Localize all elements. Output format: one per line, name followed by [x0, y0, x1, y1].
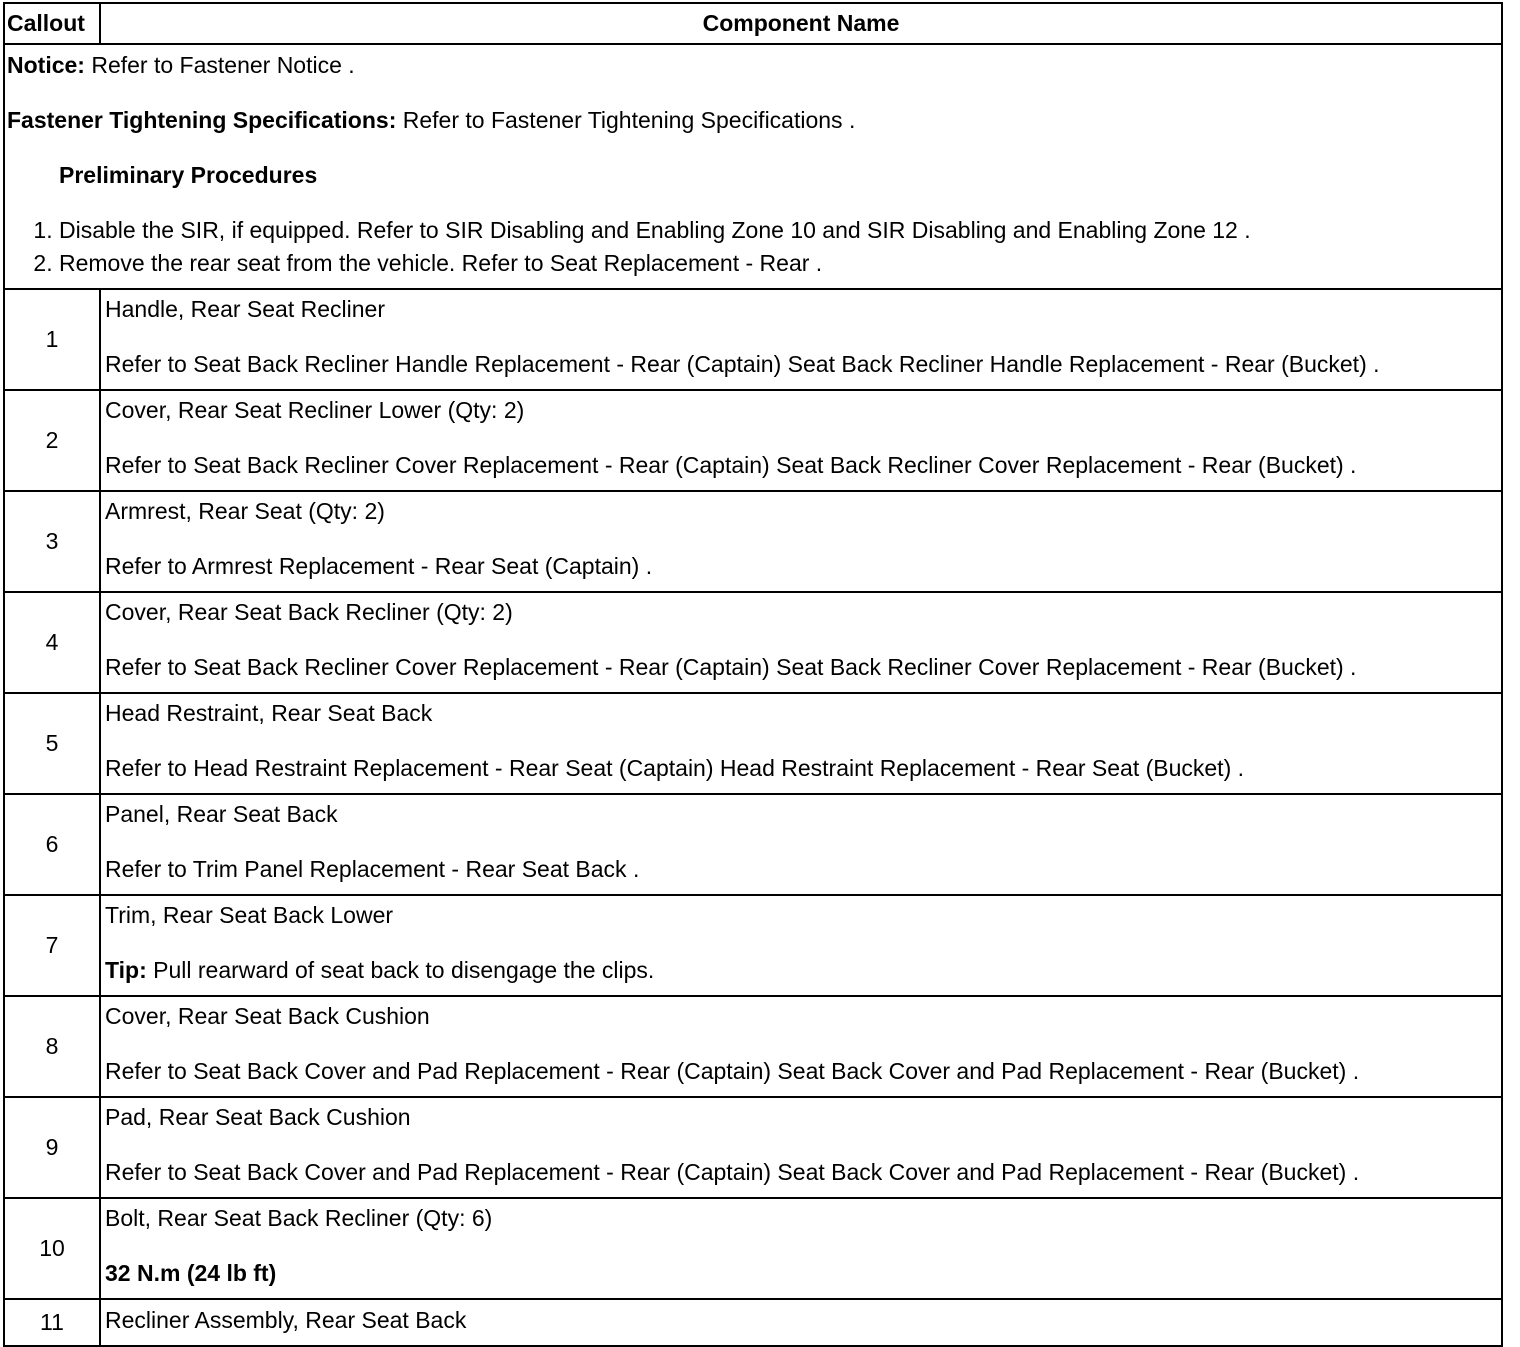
- component-name: Recliner Assembly, Rear Seat Back: [105, 1307, 467, 1333]
- fastener-spec-text: Refer to Fastener Tightening Specifications .: [396, 107, 856, 133]
- table-row: [4, 491, 1502, 592]
- callout-number: 2: [4, 390, 100, 491]
- component-name: Panel, Rear Seat Back: [105, 801, 338, 827]
- callout-number: 5: [4, 693, 100, 794]
- component-cell: [100, 1198, 1502, 1299]
- tip-text: Pull rearward of seat back to disengage the clips.: [146, 957, 655, 983]
- callout-number: 6: [4, 794, 100, 895]
- callout-column-header: Callout: [4, 3, 100, 44]
- table-row: [4, 1097, 1502, 1198]
- table-row: [4, 895, 1502, 996]
- callout-number: 4: [4, 592, 100, 693]
- component-name: Cover, Rear Seat Recliner Lower (Qty: 2): [105, 397, 525, 423]
- table-header-row: [4, 3, 1502, 44]
- component-tip: [105, 957, 1497, 984]
- component-reference: Refer to Seat Back Recliner Cover Replacement - Rear (Captain) Seat Back Recliner Cover Replacement - Rear (Bucket) .: [105, 654, 1357, 680]
- component-name: Trim, Rear Seat Back Lower: [105, 902, 394, 928]
- fastener-spec-line: [7, 107, 1499, 134]
- component-name: Bolt, Rear Seat Back Recliner (Qty: 6): [105, 1205, 493, 1231]
- component-reference: Refer to Seat Back Recliner Cover Replacement - Rear (Captain) Seat Back Recliner Cover Replacement - Rear (Bucket) .: [105, 452, 1357, 478]
- table-row: [4, 592, 1502, 693]
- table-row: [4, 390, 1502, 491]
- fastener-spec-label: Fastener Tightening Specifications:: [7, 107, 397, 133]
- component-name: Pad, Rear Seat Back Cushion: [105, 1104, 411, 1130]
- tip-label: Tip:: [105, 957, 147, 983]
- table-row: [4, 693, 1502, 794]
- component-cell: [100, 1299, 1502, 1346]
- component-cell: [100, 895, 1502, 996]
- component-table: [3, 2, 1503, 1347]
- preliminary-procedures-title: Preliminary Procedures: [59, 162, 318, 188]
- callout-number: 11: [4, 1299, 100, 1346]
- notice-text: Refer to Fastener Notice .: [84, 52, 355, 78]
- component-cell: [100, 390, 1502, 491]
- component-reference: Refer to Seat Back Cover and Pad Replacement - Rear (Captain) Seat Back Cover and Pad Replacement - Rear (Bucket) .: [105, 1159, 1360, 1185]
- callout-number: 10: [4, 1198, 100, 1299]
- component-cell: [100, 794, 1502, 895]
- intro-cell: [4, 44, 1502, 289]
- component-cell: [100, 1097, 1502, 1198]
- component-reference: Refer to Seat Back Recliner Handle Replacement - Rear (Captain) Seat Back Recliner Handle Replacement - Rear (Bucket) .: [105, 351, 1380, 377]
- component-cell: [100, 592, 1502, 693]
- callout-number: 1: [4, 289, 100, 390]
- table-row: [4, 996, 1502, 1097]
- component-name-column-header: Component Name: [100, 3, 1502, 44]
- component-cell: [100, 491, 1502, 592]
- component-name: Cover, Rear Seat Back Cushion: [105, 1003, 430, 1029]
- callout-number: 3: [4, 491, 100, 592]
- table-row: [4, 1198, 1502, 1299]
- component-cell: [100, 996, 1502, 1097]
- component-name: Armrest, Rear Seat (Qty: 2): [105, 498, 385, 524]
- torque-spec: 32 N.m (24 lb ft): [105, 1260, 277, 1286]
- table-row: [4, 289, 1502, 390]
- preliminary-step: 2. Remove the rear seat from the vehicle. Refer to Seat Replacement - Rear .: [59, 250, 1499, 277]
- preliminary-steps-list: [7, 217, 1499, 277]
- component-reference: Refer to Trim Panel Replacement - Rear Seat Back .: [105, 856, 640, 882]
- notice-label: Notice:: [7, 52, 85, 78]
- callout-number: 8: [4, 996, 100, 1097]
- component-name: Head Restraint, Rear Seat Back: [105, 700, 433, 726]
- component-cell: [100, 289, 1502, 390]
- preliminary-step: 1. Disable the SIR, if equipped. Refer to SIR Disabling and Enabling Zone 10 and SIR Disabling and Enabling Zone 12 .: [59, 217, 1499, 244]
- table-row: [4, 794, 1502, 895]
- component-name: Cover, Rear Seat Back Recliner (Qty: 2): [105, 599, 513, 625]
- notice-line: [7, 52, 1499, 79]
- callout-number: 7: [4, 895, 100, 996]
- table-row: [4, 1299, 1502, 1346]
- component-reference: Refer to Seat Back Cover and Pad Replacement - Rear (Captain) Seat Back Cover and Pad Replacement - Rear (Bucket) .: [105, 1058, 1360, 1084]
- callout-number: 9: [4, 1097, 100, 1198]
- intro-row: [4, 44, 1502, 289]
- component-reference: Refer to Armrest Replacement - Rear Seat (Captain) .: [105, 553, 653, 579]
- component-cell: [100, 693, 1502, 794]
- component-name: Handle, Rear Seat Recliner: [105, 296, 385, 322]
- component-reference: Refer to Head Restraint Replacement - Rear Seat (Captain) Head Restraint Replacement - Rear Seat (Bucket) .: [105, 755, 1245, 781]
